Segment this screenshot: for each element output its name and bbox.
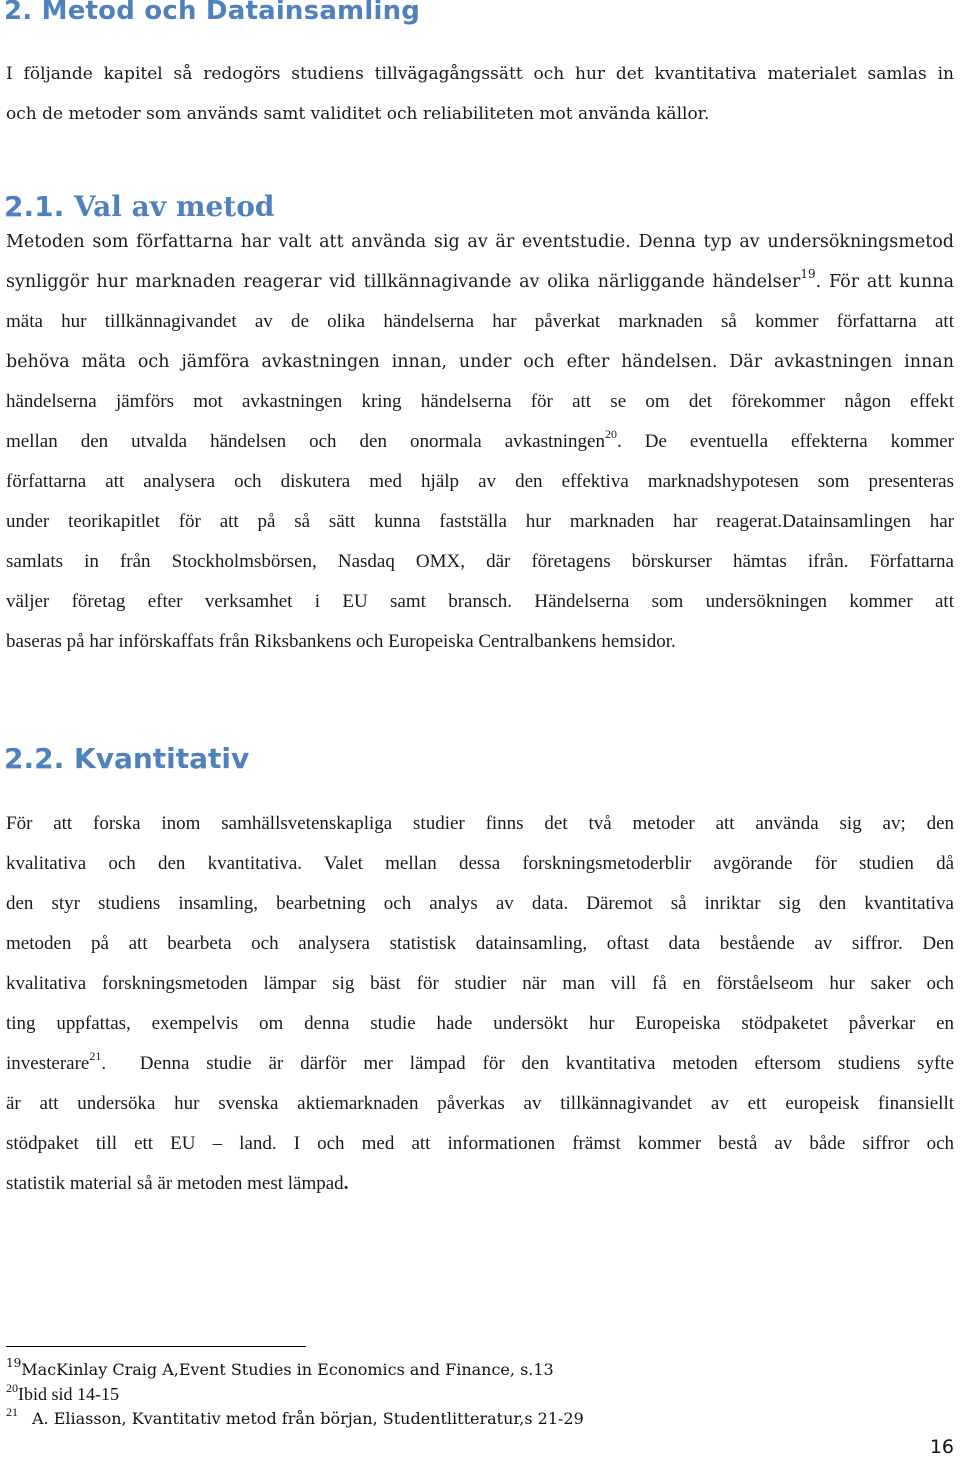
paragraph-line: kvalitativa forskningsmetoden lämpar sig bäst för studier när man vill få en förståelseom hur saker och [6, 973, 954, 994]
footnote-ref[interactable]: 20 [605, 427, 617, 441]
footnotes [6, 1358, 584, 1430]
paragraph-line: mäta hur tillkännagivandet av de olika händelserna har påverkat marknaden så kommer författarna att [6, 311, 954, 332]
paragraph-line: väljer företag efter verksamhet i EU samt bransch. Händelserna som undersökningen kommer att [6, 591, 954, 612]
paragraph-line: under teorikapitlet för att på så sätt kunna fastställa hur marknaden har reagerat.Datainsamlingen har [6, 511, 954, 532]
section-title: Val av metod [74, 190, 275, 223]
footnote-ref[interactable]: 19 [800, 267, 816, 281]
footnote: $^{20}$Ibid sid 14-15 [6, 1381, 119, 1404]
paragraph-line: Metoden som författarna har valt att använda sig av är eventstudie. Denna typ av undersökningsmetod [6, 232, 954, 252]
paragraph-line: samlats in från Stockholmsbörsen, Nasdaq OMX, där företagens börskurser hämtas ifrån. Författarna [6, 551, 954, 572]
paragraph-line: För att forska inom samhällsvetenskapliga studier finns det två metoder att använda sig av; den [6, 813, 954, 834]
method-paragraph [6, 222, 954, 662]
paragraph-line: den styr studiens insamling, bearbetning och analys av data. Däremot så inriktar sig den kvantitativa [6, 893, 954, 914]
paragraph-line: kvalitativa och den kvantitativa. Valet mellan dessa forskningsmetoderblir avgörande för studien då [6, 853, 954, 874]
paragraph-line: metoden på att bearbeta och analysera statistisk datainsamling, oftast data bestående av siffror. Den [6, 933, 954, 954]
intro-paragraph [6, 54, 954, 134]
footnote-number: 21 [6, 1405, 18, 1419]
paragraph-line: författarna att analysera och diskutera med hjälp av den effektiva marknadshypotesen som presenteras [6, 471, 954, 492]
footnote: $^{21}$ A. Eliasson, Kvantitativ metod från början, Studentlitteratur,s 21-29 [6, 1405, 584, 1428]
section-heading-2-1 [4, 190, 274, 223]
paragraph-line: är att undersöka hur svenska aktiemarknaden påverkas av tillkännagivandet av ett europeisk finansiellt [6, 1093, 954, 1114]
paragraph-line: statistik material så är metoden mest lämpad. [6, 1173, 349, 1194]
intro-line: och de metoder som används samt validitet och reliabiliteten mot använda källor. [6, 104, 710, 124]
paragraph-line: synliggör hur marknaden reagerar vid tillkännagivande av olika närliggande händelser$^{19}$. För att kunna [6, 267, 954, 292]
section-heading-2: 2. Metod och Datainsamling [4, 0, 421, 26]
section-title: Kvantitativ [74, 742, 250, 775]
paragraph-line: mellan den utvalda händelsen och den onormala avkastningen$^{20}$. De eventuella effekterna kommer [6, 427, 954, 452]
paragraph-line: ting uppfattas, exempelvis om denna studie hade undersökt hur Europeiska stödpaketet påverkar en [6, 1013, 954, 1034]
paragraph-line: stödpaket till ett EU – land. I och med att informationen främst kommer bestå av både siffror och [6, 1133, 954, 1154]
footnote: $^{19}$MacKinlay Craig A,Event Studies in Economics and Finance, s.13 [6, 1356, 554, 1379]
section-number: 2.2. [4, 742, 65, 775]
page-number: 16 [929, 1436, 954, 1458]
paragraph-line: investerare$^{21}$. Denna studie är därför mer lämpad för den kvantitativa metoden eftersom studiens syfte [6, 1049, 954, 1074]
paragraph-line: baseras på har införskaffats från Riksbankens och Europeiska Centralbankens hemsidor. [6, 631, 676, 652]
section-heading-2-2 [4, 742, 249, 775]
quantitative-paragraph [6, 804, 954, 1204]
footnote-ref[interactable]: 21 [89, 1049, 102, 1063]
paragraph-line: händelserna jämförs mot avkastningen kring händelserna för att se om det förekommer någon effekt [6, 391, 954, 412]
footnote-separator [6, 1346, 306, 1347]
footnote-number: 19 [6, 1356, 22, 1370]
section-number: 2.1. [4, 190, 65, 223]
footnote-number: 20 [6, 1381, 18, 1395]
intro-line: I följande kapitel så redogörs studiens tillvägagångssätt och hur det kvantitativa materialet samlas in [6, 64, 954, 84]
paragraph-line: behöva mäta och jämföra avkastningen innan, under och efter händelsen. Där avkastningen innan [6, 352, 954, 372]
